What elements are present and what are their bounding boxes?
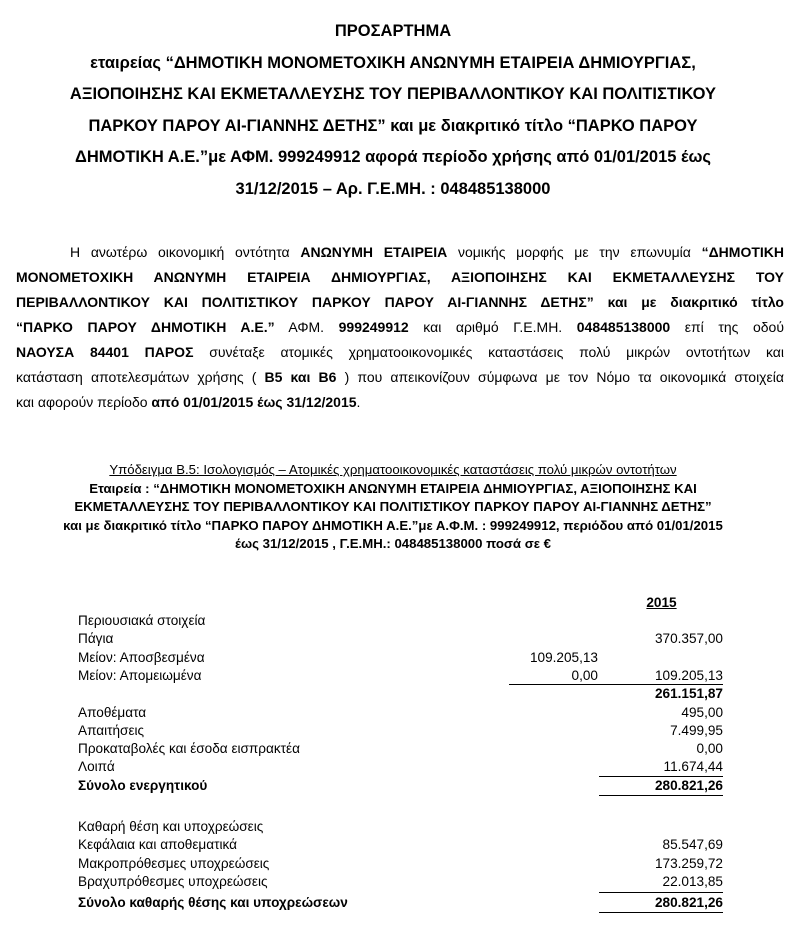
intro-text: συνέταξε ατομικές χρηματοοικονομικές καταστάσεις πολύ μικρών οντοτήτων και <box>193 344 785 360</box>
table-row <box>0 649 786 667</box>
equity-label: Κεφάλαια και αποθεματικά <box>78 837 237 852</box>
impairment-total: 109.205,13 <box>654 668 723 683</box>
intro-bold: 999249912 <box>338 319 409 335</box>
table-row <box>0 818 786 836</box>
liabilities-header: Καθαρή θέση και υποχρεώσεις <box>78 819 264 834</box>
assets-header: Περιουσιακά στοιχεία <box>78 613 206 628</box>
title-line: ΠΑΡΚΟΥ ΠΑΡΟΥ ΑΙ-ΓΙΑΝΝΗΣ ΔΕΤΗΣ” και με διακριτικό τίτλο “ΠΑΡΚΟ ΠΑΡΟΥ <box>88 116 698 135</box>
intro-text: και αφορούν περίοδο <box>16 394 152 410</box>
equity-value: 85.547,69 <box>662 837 723 852</box>
intro-bold: Β5 και Β6 <box>264 369 337 385</box>
prepayments-value: 0,00 <box>696 741 723 756</box>
intro-text: Η ανωτέρω οικονομική οντότητα <box>70 244 301 260</box>
underline <box>599 892 723 893</box>
intro-bold: ΝΑΟΥΣΑ 84401 ΠΑΡΟΣ <box>16 344 194 360</box>
intro-text: επί της οδού <box>670 319 784 335</box>
intro-bold: ΠΕΡΙΒΑΛΛΟΝΤΙΚΟΥ ΚΑΙ ΠΟΛΙΤΙΣΤΙΚΟΥ ΠΑΡΚΟΥ ΠΑΡΟΥ ΑΙ-ΓΙΑΝΝΗΣ ΔΕΤΗΣ” και με διακριτικό τίτλο <box>16 294 784 310</box>
title-line: ΑΞΙΟΠΟΙΗΣΗΣ ΚΑΙ ΕΚΜΕΤΑΛΛΕΥΣΗΣ ΤΟΥ ΠΕΡΙΒΑΛΛΟΝΤΙΚΟΥ ΚΑΙ ΠΟΛΙΤΙΣΤΙΚΟΥ <box>69 85 717 103</box>
table-row <box>0 722 786 740</box>
fixed-assets-value: 370.357,00 <box>654 631 723 646</box>
inventory-label: Αποθέματα <box>78 705 147 720</box>
company-line: έως 31/12/2015 , Γ.Ε.ΜΗ.: 048485138000 ποσά σε € <box>235 536 551 551</box>
intro-text: κατάσταση αποτελεσμάτων χρήσης ( <box>16 369 265 385</box>
company-line: ΕΚΜΕΤΑΛΛΕΥΣΗΣ ΤΟΥ ΠΕΡΙΒΑΛΛΟΝΤΙΚΟΥ ΚΑΙ ΠΟΛΙΤΙΣΤΙΚΟΥ ΠΑΡΚΟΥ ΠΑΡΟΥ ΑΙ-ΓΙΑΝΝΗΣ ΔΕΤΗΣ” <box>74 499 712 514</box>
net-fixed-value: 261.151,87 <box>654 686 723 701</box>
table-row <box>0 685 786 703</box>
total-assets-label: Σύνολο ενεργητικού <box>78 778 208 793</box>
depreciation-label: Μείον: Αποσβεσμένα <box>78 650 205 665</box>
inventory-value: 495,00 <box>681 705 723 720</box>
intro-text: νομικής μορφής με την επωνυμία <box>447 244 702 260</box>
table-row <box>0 855 786 873</box>
short-term-value: 22.013,85 <box>662 874 723 889</box>
table-row <box>0 873 786 891</box>
table-row <box>0 612 786 630</box>
table-row <box>0 740 786 758</box>
receivables-value: 7.499,95 <box>670 723 723 738</box>
intro-bold: από 01/01/2015 έως 31/12/2015 <box>151 394 357 410</box>
intro-text: . <box>356 394 361 410</box>
other-value: 11.674,44 <box>663 759 723 774</box>
title-line: ΠΡΟΣΑΡΤΗΜΑ <box>334 22 452 40</box>
title-line: ΔΗΜΟΤΙΚΗ Α.Ε.”με ΑΦΜ. 999249912 αφορά περίοδο χρήσης από 01/01/2015 έως <box>74 148 711 166</box>
impairment-value: 0,00 <box>571 668 598 683</box>
intro-bold: “ΠΑΡΚΟ ΠΑΡΟΥ ΔΗΜΟΤΙΚΗ Α.Ε.” <box>16 319 275 335</box>
table-row <box>0 667 786 685</box>
impairment-label: Μείον: Απομειωμένα <box>78 668 202 683</box>
intro-bold: ΑΝΩΝΥΜΗ ΕΤΑΙΡΕΙΑ <box>300 244 448 260</box>
total-assets-value: 280.821,26 <box>654 778 723 793</box>
table-row <box>0 894 786 912</box>
intro-bold: ΜΟΝΟΜΕΤΟΧΙΚΗ ΑΝΩΝΥΜΗ ΕΤΑΙΡΕΙΑ ΔΗΜΙΟΥΡΓΙΑΣ, ΑΞΙΟΠΟΙΗΣΗΣ ΚΑΙ ΕΚΜΕΤΑΛΛΕΥΣΗΣ ΤΟΥ <box>16 269 784 285</box>
table-row <box>0 758 786 776</box>
total-liabilities-label: Σύνολο καθαρής θέσης και υποχρεώσεων <box>78 895 348 910</box>
intro-text: ΑΦΜ. <box>274 319 339 335</box>
template-title: Υπόδειγμα Β.5: Ισολογισμός – Ατομικές χρηματοοικονομικές καταστάσεις πολύ μικρών οντοτήτων <box>109 462 677 477</box>
receivables-label: Απαιτήσεις <box>78 723 145 738</box>
title-line: 31/12/2015 – Αρ. Γ.Ε.ΜΗ. : 048485138000 <box>235 179 551 198</box>
table-row <box>0 777 786 795</box>
short-term-label: Βραχυπρόθεσμες υποχρεώσεις <box>78 874 268 889</box>
long-term-value: 173.259,72 <box>654 856 723 871</box>
title-line: εταιρείας “ΔΗΜΟΤΙΚΗ ΜΟΝΟΜΕΤΟΧΙΚΗ ΑΝΩΝΥΜΗ ΕΤΑΙΡΕΙΑ ΔΗΜΙΟΥΡΓΙΑΣ, <box>90 53 696 72</box>
prepayments-label: Προκαταβολές και έσοδα εισπρακτέα <box>78 741 300 756</box>
company-line: Εταιρεία : “ΔΗΜΟΤΙΚΗ ΜΟΝΟΜΕΤΟΧΙΚΗ ΑΝΩΝΥΜΗ ΕΤΑΙΡΕΙΑ ΔΗΜΙΟΥΡΓΙΑΣ, ΑΞΙΟΠΟΙΗΣΗΣ ΚΑΙ <box>89 480 697 496</box>
other-label: Λοιπά <box>78 759 115 774</box>
table-row <box>0 836 786 854</box>
underline <box>599 795 723 796</box>
fixed-assets-label: Πάγια <box>78 631 114 646</box>
depreciation-value: 109.205,13 <box>529 650 598 665</box>
table-row <box>0 704 786 722</box>
company-line: και με διακριτικό τίτλο “ΠΑΡΚΟ ΠΑΡΟΥ ΔΗΜΟΤΙΚΗ Α.Ε.”με Α.Φ.Μ. : 999249912, περιόδου από 01/01/2015 <box>63 517 723 533</box>
year-row <box>0 594 786 612</box>
table-row <box>0 630 786 648</box>
year-header: 2015 <box>646 595 677 610</box>
long-term-label: Μακροπρόθεσμες υποχρεώσεις <box>78 856 270 871</box>
intro-text: και αριθμό Γ.Ε.ΜΗ. <box>408 319 577 335</box>
total-liabilities-value: 280.821,26 <box>654 895 723 910</box>
intro-bold: 048485138000 <box>576 319 671 335</box>
intro-text: ) που απεικονίζουν σύμφωνα με τον Νόμο τα οικονομικά στοιχεία <box>336 369 784 385</box>
intro-bold: “ΔΗΜΟΤΙΚΗ <box>701 244 784 260</box>
underline <box>599 912 723 913</box>
